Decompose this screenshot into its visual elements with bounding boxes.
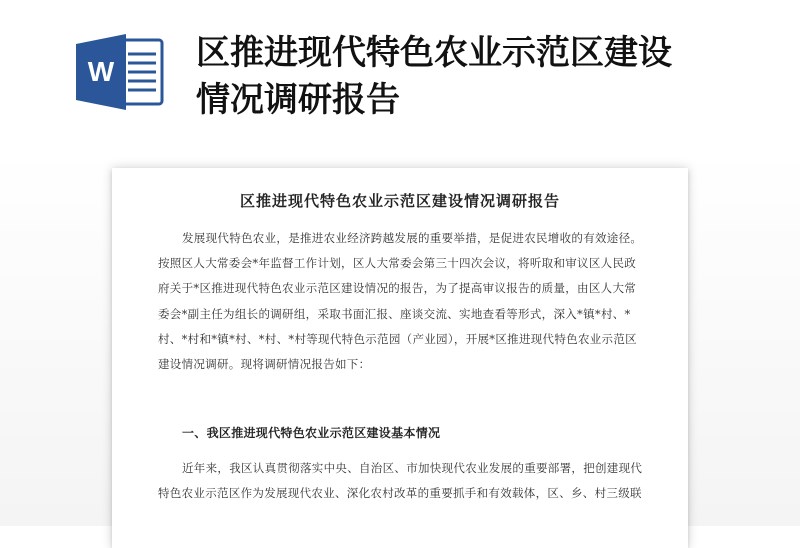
paragraph-line: 特色农业示范区作为发展现代农业、深化农村改革的重要抓手和有效载体，区、乡、村三级联 bbox=[158, 486, 642, 501]
paragraph-line: 建设情况调研。现将调研情况报告如下： bbox=[158, 357, 371, 372]
document-preview bbox=[112, 168, 688, 548]
title-line-1: 区推进现代特色农业示范区建设 bbox=[196, 33, 672, 73]
document-title: 区推进现代特色农业示范区建设情况调研报告 bbox=[239, 192, 560, 210]
paragraph-line: 委会*副主任为组长的调研组，采取书面汇报、座谈交流、实地查看等形式，深入*镇*村、* bbox=[158, 306, 631, 321]
word-logo-letter: W bbox=[87, 56, 115, 87]
paragraph-intro bbox=[158, 226, 654, 377]
title-line-2: 情况调研报告 bbox=[196, 80, 400, 120]
word-document-icon bbox=[76, 34, 164, 110]
paragraph-line: 村、*村和*镇*村、*村、*村等现代特色示范园（产业园），开展*区推进现代特色农业示范区 bbox=[158, 331, 637, 346]
paragraph-line: 近年来，我区认真贯彻落实中央、自治区、市加快现代农业发展的重要部署，把创建现代 bbox=[182, 461, 643, 475]
paragraph-background bbox=[158, 456, 654, 506]
paragraph-line: 按照区人大常委会*年监督工作计划，区人大常委会第三十四次会议，将听取和审议区人民政 bbox=[158, 256, 637, 271]
section-heading: 一、我区推进现代特色农业示范区建设基本情况 bbox=[182, 426, 441, 440]
page-title bbox=[196, 30, 776, 124]
paragraph-line: 府关于*区推进现代特色农业示范区建设情况的报告，为了提高审议报告的质量，由区人大常 bbox=[158, 281, 637, 296]
paragraph-line: 发展现代特色农业，是推进农业经济跨越发展的重要举措，是促进农民增收的有效途径。 bbox=[182, 231, 643, 245]
